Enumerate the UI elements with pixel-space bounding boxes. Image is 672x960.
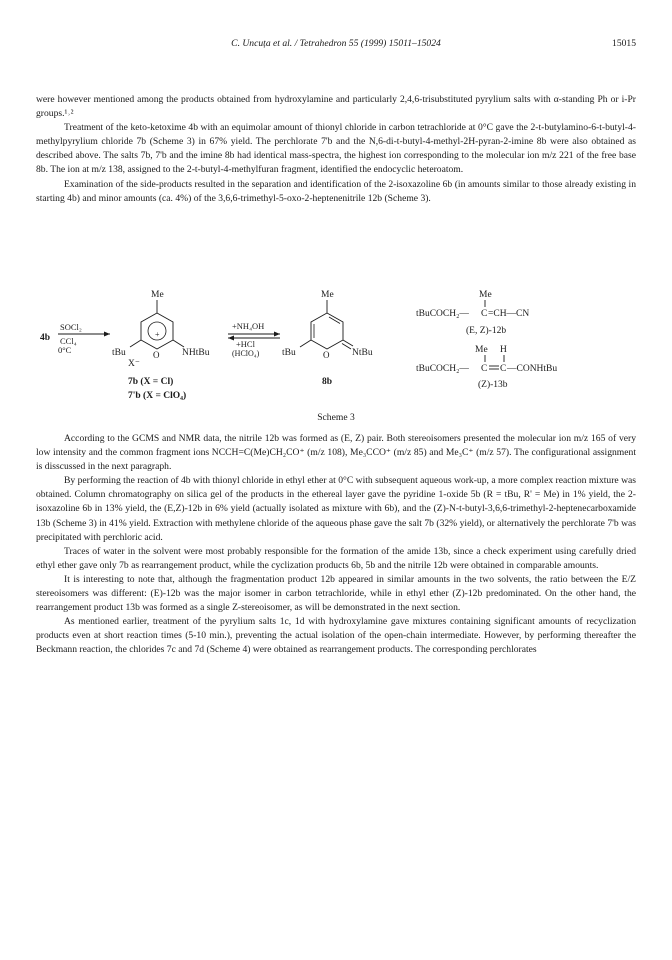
- paragraph: By performing the reaction of 4b with thionyl chloride in ethyl ether at 0°C with subsequent aqueous work-up, a more complex reaction mixture was obtained. Column chromatography on silica gel of the products in the ethereal layer gave the pyridine 1-oxide 5b (R = tBu, R' = Me) in 1% yield, the 2-isoxazoline 6b in 13% yield, the (E,Z)-12b in 6% yield (actually isolated as mixture with 6b), and the (Z)-N-t-butyl-3,6,6-trimethyl-2-heptenecarboxamide 13b (Scheme 3) in 41% yield. Extraction with methylene chloride of the aqueous phase gave the salt 7b (32% yield), or alternatively the perchlorate 7'b was precipitated with perchloric acid.: [36, 475, 636, 543]
- running-head-citation: C. Uncuța et al. / Tetrahedron 55 (1999) 15011–15024: [231, 38, 441, 49]
- tbu-bond: [130, 340, 141, 347]
- reactant-label: 4b: [40, 333, 51, 343]
- label-7b: 7b (X = Cl): [128, 377, 174, 387]
- nitrile-chain-right: =CH—CN: [488, 309, 530, 319]
- ring-oxygen: O: [323, 350, 330, 360]
- reagent-temperature: 0°C: [58, 345, 72, 355]
- hydrogen-label: H: [500, 345, 507, 355]
- nhtbu-bond: [173, 340, 184, 347]
- body-text-bottom: [36, 432, 636, 658]
- central-carbon: C: [481, 364, 488, 374]
- paragraph: As mentioned earlier, treatment of the pyrylium salts 1c, 1d with hydroxylamine gave mixtures containing significant amounts of recyclization products even at short reaction times (5-10 min.), preventing the actual isolation of the open-chain intermediate. However, by performing thereafter the Beckmann reaction, the chlorides 7c and 7d (Scheme 4) were obtained as rearrangement products. The corresponding perchlorates: [36, 616, 636, 656]
- arrow-head-forward: [274, 332, 280, 337]
- paragraph: Traces of water in the solvent were most probably responsible for the formation of the amide 13b, since a check experiment using carefully dried ethyl ether gave only 7b as rearrangement product, while the cyclization products 6b, 5b and the nitrile 12b were obtained in comparable amounts.: [36, 545, 636, 571]
- tbu-substituent: tBu: [112, 348, 126, 358]
- plus-charge: +: [155, 330, 160, 339]
- arrow-head-1: [104, 332, 110, 337]
- reagent-socl2: SOCl₂: [60, 322, 82, 332]
- amide-chain-left: tBuCOCH₂—: [416, 364, 469, 374]
- paragraph: According to the GCMS and NMR data, the nitrile 12b was formed as (E, Z) pair. Both stereoisomers presented the molecular ion m/z 165 of very low intensity and the common fragment ions NCCH=C(Me)CH₂CO⁺ (m/z 108), Me₃CCO⁺ (m/z 85) and Me₃C⁺ (m/z 57). The configurational assignment is disscussed in the next paragraph.: [36, 433, 636, 473]
- central-carbon: C: [481, 309, 488, 319]
- tbu-bond: [300, 340, 311, 347]
- double-bond: [329, 317, 340, 324]
- paragraph: Treatment of the keto-ketoxime 4b with an equimolar amount of thionyl chloride in carbon tetrachloride at 0°C gave the 2-t-butylamino-6-t-butyl-4-methylpyrylium chloride 7b (Scheme 3) in 67% yield. The perchlorate 7'b and the N,6-di-t-butyl-4-methyl-2H-pyran-2-imine 8b were also obtained as described above. The salts 7b, 7'b and the imine 8b had identical mass-spectra, the highest ion corresponding to the molecular ion m/z 221 of the free base 8b. The ion at m/z 138, assigned to the 2-t-butyl-4-methylfuran fragment, identified the endocyclic heteroatom.: [36, 122, 636, 176]
- label-13b: (Z)-13b: [478, 380, 508, 390]
- nitrile-chain-left: tBuCOCH₂—: [416, 309, 469, 319]
- label-8b: 8b: [322, 377, 333, 387]
- pyran-ring: [311, 313, 343, 349]
- methyl-label: Me: [151, 290, 164, 300]
- scheme-caption: Scheme 3: [317, 412, 355, 423]
- counter-ion: X⁻: [128, 359, 140, 369]
- reagent-nh4oh: +NH₄OH: [232, 321, 265, 331]
- paragraph: It is interesting to note that, although the fragmentation product 12b appeared in similar amounts in the two solvents, the ratio between the E/Z stereoisomers was different: (E)-12b was the major isomer in carbon tetrachloride, while in ethyl ether (Z)-12b predominated. On the other hand, the rearrangement product 13b was formed as a single Z-stereoisomer, as will be demonstrated in the next section.: [36, 573, 636, 614]
- methyl-label: Me: [321, 290, 334, 300]
- label-7pb: 7'b (X = ClO₄): [128, 391, 187, 401]
- reagent-hclo4: (HClO₄): [232, 349, 260, 358]
- label-12b: (E, Z)-12b: [466, 326, 507, 336]
- tbu-substituent: tBu: [282, 348, 296, 358]
- scheme-3-drawing: [36, 289, 636, 409]
- methyl-label: Me: [479, 290, 492, 300]
- paragraph: were however mentioned among the products obtained from hydroxylamine and particularly 2,4,6-trisubstituted pyrylium salts with α-standing Ph or i-Pr groups.¹˒²: [36, 94, 636, 120]
- central-carbon: C: [500, 364, 507, 374]
- arrow-head-backward: [228, 336, 234, 341]
- reagent-ccl4: CCl₄: [60, 336, 77, 346]
- scheme-3: [36, 289, 636, 429]
- body-text-top: [36, 93, 636, 206]
- methyl-label: Me: [475, 345, 488, 355]
- ntbu-substituent: NtBu: [352, 348, 373, 358]
- reagent-hcl: +HCl: [236, 339, 255, 349]
- amide-chain-right: —CONHtBu: [507, 364, 558, 374]
- running-head: [36, 38, 636, 52]
- ring-oxygen: O: [153, 350, 160, 360]
- paragraph: Examination of the side-products resulted in the separation and identification of the 2-isoxazoline 6b (in amounts similar to those already existing in starting 4b) and minor amounts (ca. 4%) of the 3,6,6-trimethyl-5-oxo-2-heptenenitrile 12b (Scheme 3).: [36, 178, 636, 204]
- nhtbu-substituent: NHtBu: [182, 348, 210, 358]
- page-number: 15015: [612, 38, 636, 49]
